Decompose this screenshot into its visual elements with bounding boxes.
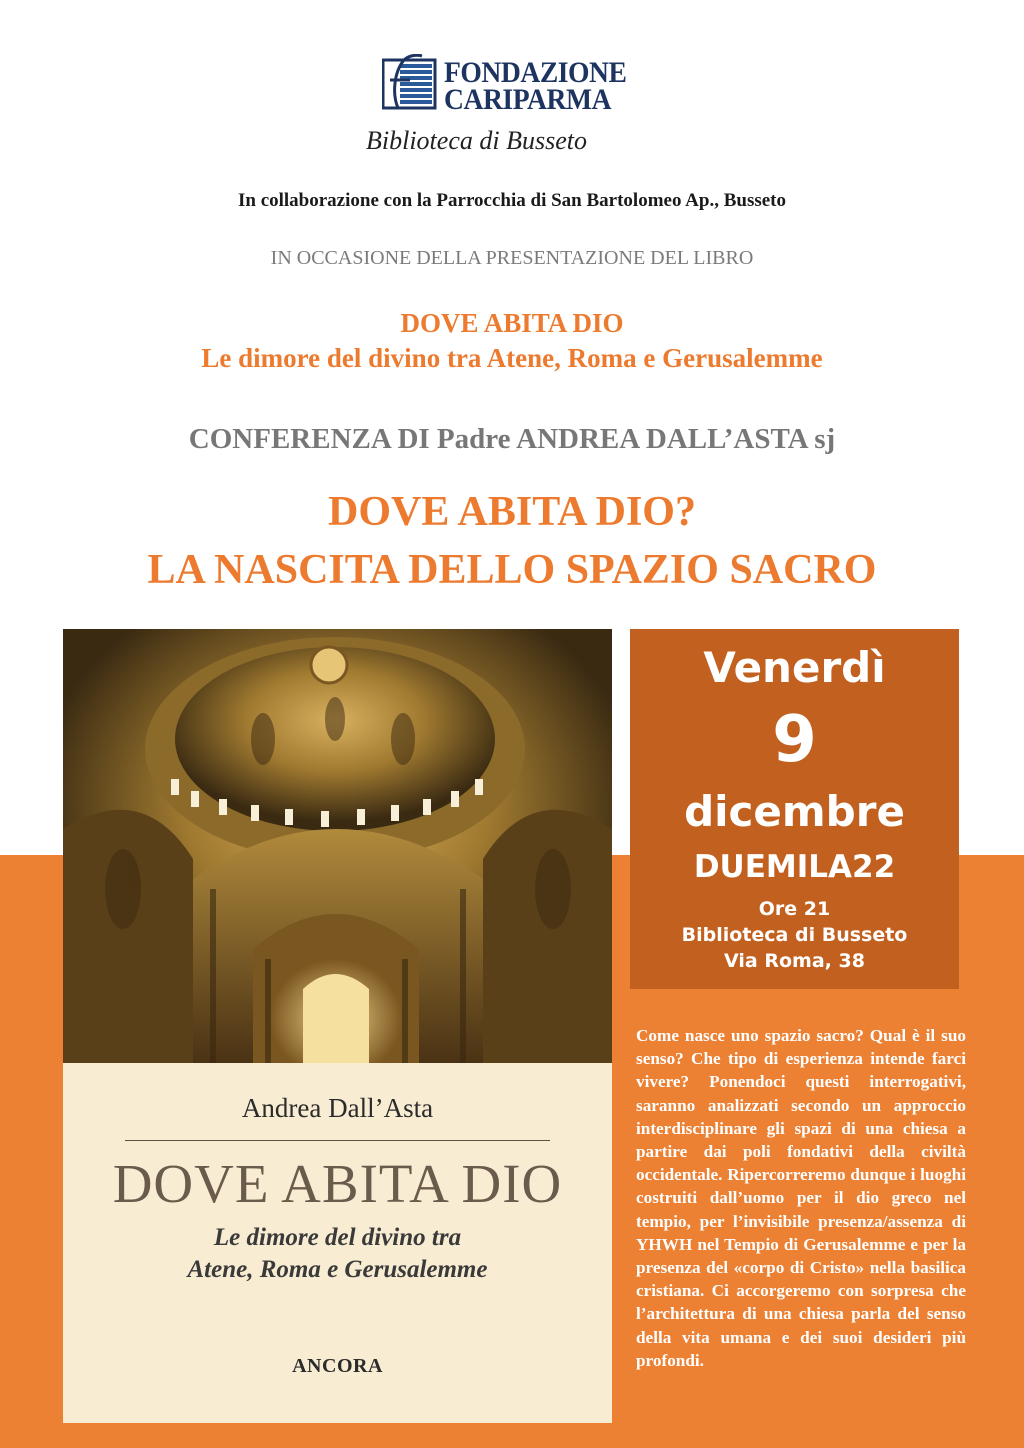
book-title: DOVE ABITA DIO [400,308,624,338]
logo-subtitle: Biblioteca di Busseto [366,126,587,155]
occasion-line: IN OCCASIONE DELLA PRESENTAZIONE DEL LIBRO [270,247,754,269]
fondazione-cariparma-logo [366,50,680,160]
event-date-box [630,629,959,989]
event-address: Via Roma, 38 [724,950,865,972]
logo-line-cariparma: CARIPARMA [444,83,612,116]
talk-title-line2: LA NASCITA DELLO SPAZIO SACRO [147,547,877,593]
talk-title-line1: DOVE ABITA DIO? [328,489,696,535]
cover-divider [125,1140,550,1141]
event-venue: Biblioteca di Busseto [681,924,908,946]
book-cover [63,629,612,1423]
cover-title: DOVE ABITA DIO [112,1153,563,1214]
event-month: dicembre [684,787,905,836]
conference-speaker: CONFERENZA DI Padre ANDREA DALL’ASTA sj [188,423,836,455]
event-day-number: 9 [772,703,817,777]
basilica-dome-photo [63,629,612,1063]
cover-publisher: ANCORA [292,1355,383,1377]
logo-line-fondazione: FONDAZIONE [444,56,627,89]
cover-subtitle-line2: Atene, Roma e Gerusalemme [187,1256,488,1283]
cover-subtitle-line1: Le dimore del divino tra [213,1224,462,1251]
event-day: Venerdì [703,643,886,692]
event-description: Come nasce uno spazio sacro? Qual è il suo senso? Che tipo di esperienza intende farci vivere? Ponendoci questi interrogativi, saranno analizzati secondo un approccio interdisciplinare gli spazi di una chiesa a partire dai poli fondativi della civiltà occidentale. Ripercorreremo dunque i luoghi costruiti dall’uomo per il dio greco nel tempio, per l’invisibile presenza/assenza di YHWH nel Tempio di Gerusalemme e per la presenza del «corpo di Cristo» nella basilica cristiana. Ci accorgeremo con sorpresa che l’architettura di una chiesa parla del senso della vita umana e dei suoi desideri più profondi. [636,1026,966,1370]
collaboration-line: In collaborazione con la Parrocchia di San Bartolomeo Ap., Busseto [237,190,786,211]
event-time: Ore 21 [758,898,831,920]
fondazione-mark-icon [382,54,438,110]
book-subtitle: Le dimore del divino tra Atene, Roma e Gerusalemme [201,343,823,373]
cover-author: Andrea Dall’Asta [241,1093,434,1123]
event-year: DUEMILA22 [693,849,896,885]
